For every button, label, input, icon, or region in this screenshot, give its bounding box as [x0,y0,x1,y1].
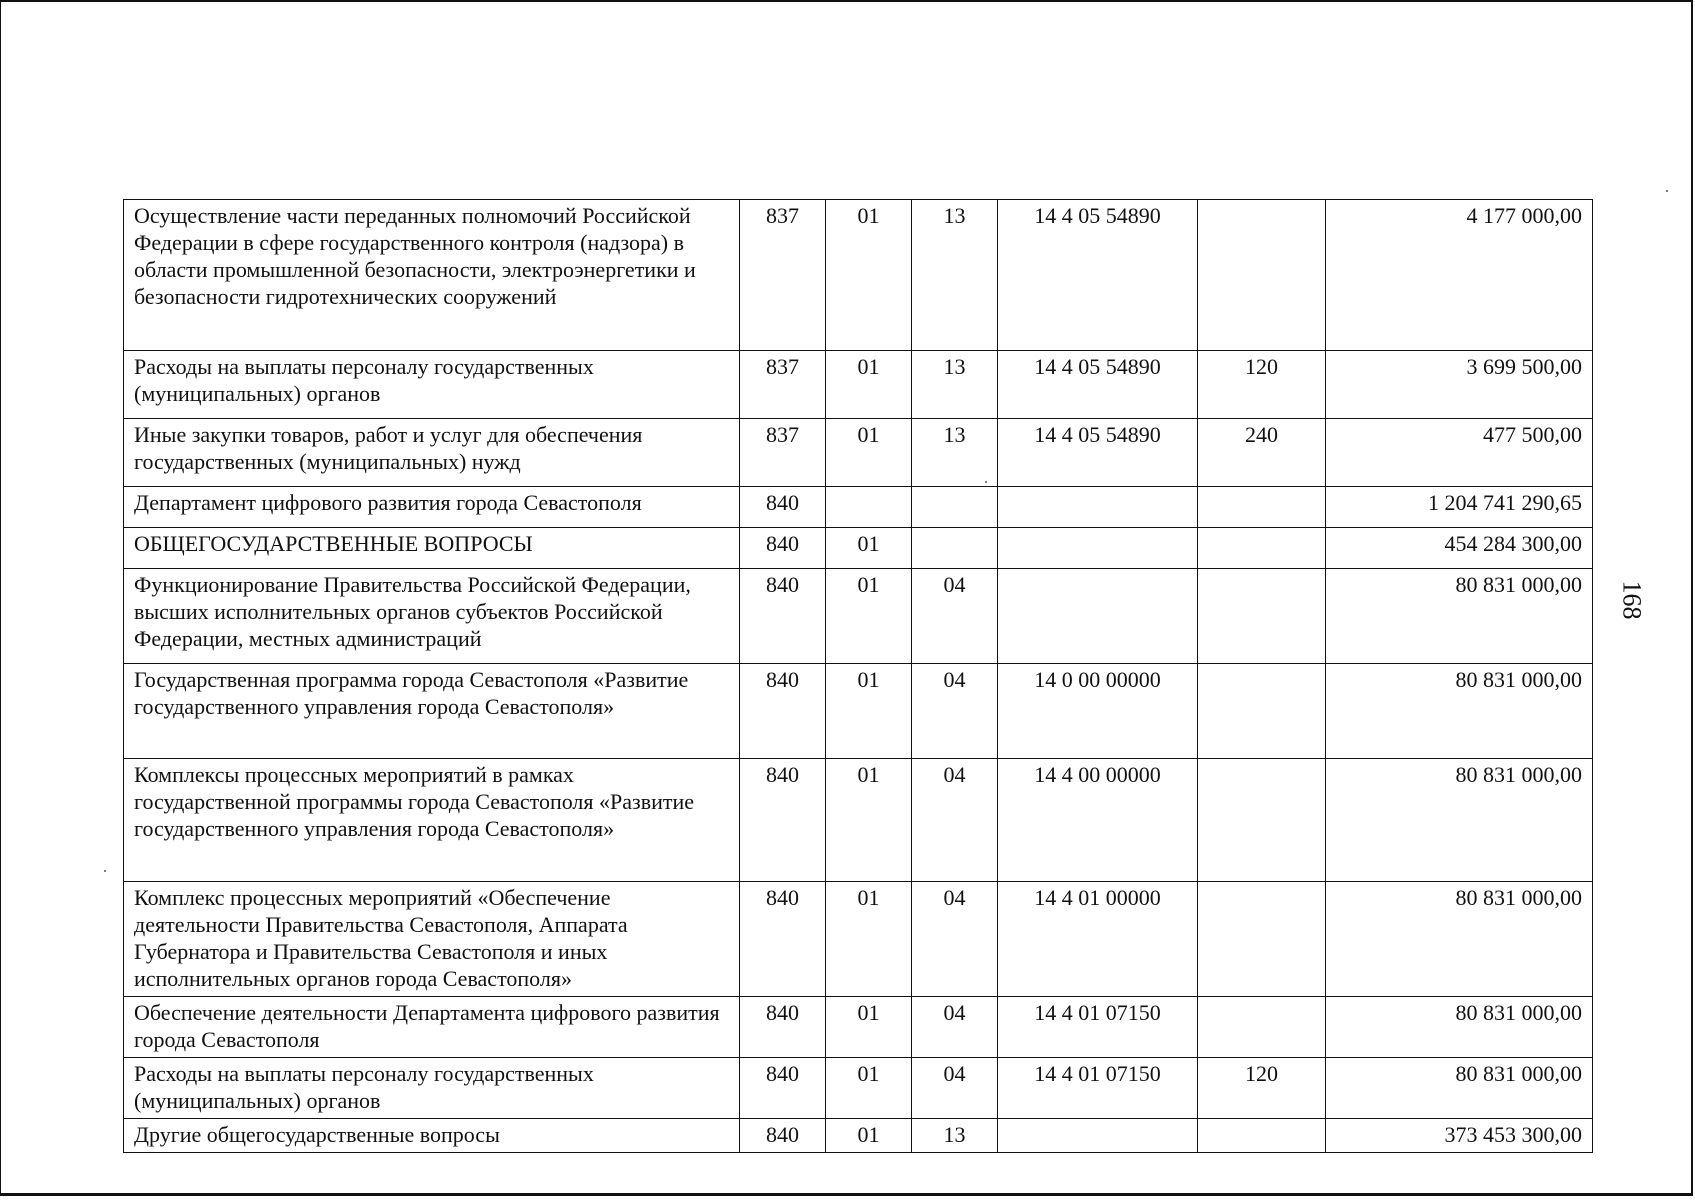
target-article: 14 0 00 00000 [998,664,1198,759]
subsection-code [912,487,998,528]
budget-table [123,199,1593,1153]
expense-type [1198,882,1326,997]
section-code: 01 [826,882,912,997]
table-row [124,759,1593,882]
amount: 80 831 000,00 [1326,882,1593,997]
expense-type: 120 [1198,1058,1326,1119]
expense-type [1198,997,1326,1058]
ministry-code: 840 [740,528,826,569]
ministry-code: 840 [740,1119,826,1153]
target-article: 14 4 05 54890 [998,419,1198,487]
expense-type: 120 [1198,351,1326,419]
ministry-code: 840 [740,1058,826,1119]
subsection-code: 04 [912,997,998,1058]
table-row [124,200,1593,351]
section-code: 01 [826,528,912,569]
amount: 80 831 000,00 [1326,664,1593,759]
target-article [998,528,1198,569]
amount: 454 284 300,00 [1326,528,1593,569]
expense-type [1198,569,1326,664]
table-row [124,487,1593,528]
subsection-code: 04 [912,569,998,664]
ministry-code: 840 [740,759,826,882]
scan-speck [1666,190,1668,192]
page-number: 168 [1617,580,1647,620]
section-code [826,487,912,528]
table-row [124,1119,1593,1153]
table-row [124,664,1593,759]
subsection-code: 04 [912,759,998,882]
row-name: Государственная программа города Севастополя «Развитие государственного управления города Севастополя» [124,664,740,759]
subsection-code: 13 [912,351,998,419]
scan-speck [985,481,987,483]
scan-speck [104,870,106,872]
row-name: Департамент цифрового развития города Севастополя [124,487,740,528]
subsection-code: 04 [912,664,998,759]
row-name: Другие общегосударственные вопросы [124,1119,740,1153]
table-row [124,569,1593,664]
section-code: 01 [826,664,912,759]
amount: 80 831 000,00 [1326,569,1593,664]
table-row [124,882,1593,997]
section-code: 01 [826,351,912,419]
section-code: 01 [826,997,912,1058]
expense-type: 240 [1198,419,1326,487]
section-code: 01 [826,1058,912,1119]
amount: 3 699 500,00 [1326,351,1593,419]
subsection-code: 13 [912,200,998,351]
row-name: ОБЩЕГОСУДАРСТВЕННЫЕ ВОПРОСЫ [124,528,740,569]
ministry-code: 840 [740,569,826,664]
table-row [124,528,1593,569]
subsection-code [912,528,998,569]
row-name: Осуществление части переданных полномочий Российской Федерации в сфере государственного контроля (надзора) в области промышленной безопасности, электроэнергетики и безопасности гидротехнических сооружений [124,200,740,351]
row-name: Расходы на выплаты персоналу государственных (муниципальных) органов [124,351,740,419]
section-code: 01 [826,759,912,882]
target-article: 14 4 00 00000 [998,759,1198,882]
target-article [998,569,1198,664]
ministry-code: 840 [740,997,826,1058]
target-article [998,487,1198,528]
table-row [124,997,1593,1058]
ministry-code: 840 [740,882,826,997]
amount: 1 204 741 290,65 [1326,487,1593,528]
row-name: Расходы на выплаты персоналу государственных (муниципальных) органов [124,1058,740,1119]
row-name: Обеспечение деятельности Департамента цифрового развития города Севастополя [124,997,740,1058]
target-article [998,1119,1198,1153]
ministry-code: 837 [740,351,826,419]
table-row [124,1058,1593,1119]
expense-type [1198,664,1326,759]
amount: 477 500,00 [1326,419,1593,487]
subsection-code: 04 [912,882,998,997]
subsection-code: 13 [912,419,998,487]
section-code: 01 [826,419,912,487]
section-code: 01 [826,569,912,664]
expense-type [1198,200,1326,351]
row-name: Функционирование Правительства Российской Федерации, высших исполнительных органов субъектов Российской Федерации, местных администраций [124,569,740,664]
subsection-code: 13 [912,1119,998,1153]
target-article: 14 4 01 07150 [998,1058,1198,1119]
target-article: 14 4 01 07150 [998,997,1198,1058]
row-name: Комплексы процессных мероприятий в рамках государственной программы города Севастополя «Развитие государственного управления города Севастополя» [124,759,740,882]
expense-type [1198,487,1326,528]
expense-type [1198,1119,1326,1153]
table-row [124,419,1593,487]
target-article: 14 4 05 54890 [998,351,1198,419]
table-row [124,351,1593,419]
ministry-code: 837 [740,200,826,351]
ministry-code: 840 [740,664,826,759]
subsection-code: 04 [912,1058,998,1119]
amount: 4 177 000,00 [1326,200,1593,351]
ministry-code: 840 [740,487,826,528]
amount: 373 453 300,00 [1326,1119,1593,1153]
expense-type [1198,759,1326,882]
amount: 80 831 000,00 [1326,1058,1593,1119]
target-article: 14 4 05 54890 [998,200,1198,351]
amount: 80 831 000,00 [1326,997,1593,1058]
row-name: Комплекс процессных мероприятий «Обеспечение деятельности Правительства Севастополя, Аппарата Губернатора и Правительства Севастополя и иных исполнительных органов города Севастополя» [124,882,740,997]
ministry-code: 837 [740,419,826,487]
expense-type [1198,528,1326,569]
row-name: Иные закупки товаров, работ и услуг для обеспечения государственных (муниципальных) нужд [124,419,740,487]
section-code: 01 [826,1119,912,1153]
target-article: 14 4 01 00000 [998,882,1198,997]
section-code: 01 [826,200,912,351]
amount: 80 831 000,00 [1326,759,1593,882]
